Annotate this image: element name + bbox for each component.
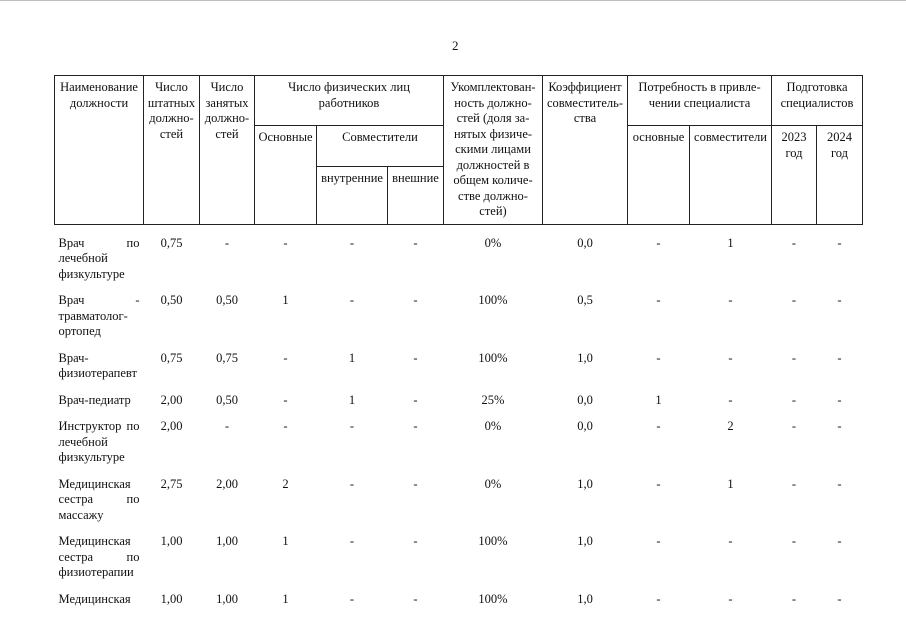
header-physical-persons: Число физических лиц работников <box>255 76 444 126</box>
staff-positions-cell: 2,75 <box>160 476 183 491</box>
header-need: Потребность в привле-чении специалиста <box>628 76 772 126</box>
occupied-positions-cell: 0,75 <box>216 350 238 365</box>
need-main-cell: 1 <box>655 392 662 407</box>
staffing-level-cell: 100% <box>478 293 508 307</box>
year-2023-cell: - <box>791 591 797 606</box>
staff-positions-cell: 1,00 <box>160 591 183 606</box>
external-part-time-cell: - <box>413 476 418 491</box>
staffing-level-cell: 0% <box>484 235 502 250</box>
external-part-time-cell: - <box>413 235 418 250</box>
main-workers-cell: - <box>283 419 288 433</box>
main-workers-cell: 1 <box>282 293 289 307</box>
top-border-line <box>0 0 906 1</box>
table-row <box>55 408 863 466</box>
staffing-level-cell: 100% <box>478 534 508 548</box>
position-name-cell: Врач-педиатр <box>58 392 131 407</box>
need-main-cell: - <box>656 534 661 548</box>
staffing-level-cell: 0% <box>484 476 502 491</box>
coefficient-cell: 1,0 <box>577 591 593 606</box>
table-row <box>55 224 863 282</box>
need-part-time-cell: - <box>728 534 733 548</box>
year-2023-cell: - <box>791 293 797 307</box>
need-main-cell: - <box>656 350 661 365</box>
need-main-cell: - <box>656 235 661 250</box>
occupied-positions-cell: 0,50 <box>216 293 238 307</box>
year-2024-cell: - <box>837 235 842 250</box>
occupied-positions-cell: - <box>224 419 230 433</box>
occupied-positions-cell: 1,00 <box>216 534 238 548</box>
table-row <box>55 282 863 340</box>
external-part-time-cell: - <box>413 419 418 433</box>
page-number: 2 <box>452 38 459 53</box>
header-external: внешние <box>388 166 444 224</box>
need-part-time-cell: - <box>728 591 733 606</box>
external-part-time-cell: - <box>413 534 418 548</box>
header-main: Основные <box>255 126 317 225</box>
table-row <box>55 581 863 611</box>
occupied-positions-cell: 2,00 <box>216 476 238 491</box>
external-part-time-cell: - <box>413 350 418 365</box>
staffing-level-cell: 100% <box>478 350 508 365</box>
internal-part-time-cell: - <box>349 419 355 433</box>
need-part-time-cell: - <box>728 350 733 365</box>
position-name-cell: Медицинская <box>58 591 131 606</box>
header-part-time-coefficient: Коэффициент совместитель-ства <box>543 76 628 225</box>
internal-part-time-cell: 1 <box>348 392 356 407</box>
staff-positions-cell: 0,50 <box>160 293 183 307</box>
header-need-part-time: совместители <box>690 126 772 225</box>
year-2023-cell: - <box>791 235 797 250</box>
staff-positions-cell: 1,00 <box>160 534 183 548</box>
coefficient-cell: 0,5 <box>577 293 593 307</box>
position-name-cell: Медицинская сестра по физиотерапии <box>58 534 140 579</box>
need-part-time-cell: - <box>728 392 733 407</box>
year-2023-cell: - <box>791 534 797 548</box>
header-internal: внутренние <box>317 166 388 224</box>
need-part-time-cell: 1 <box>727 235 734 250</box>
year-2023-cell: - <box>791 476 797 491</box>
internal-part-time-cell: - <box>349 476 355 491</box>
internal-part-time-cell: - <box>349 534 355 548</box>
year-2024-cell: - <box>837 392 842 407</box>
main-workers-cell: 2 <box>282 476 289 491</box>
position-name-cell: Инструктор по лечебной физкультуре <box>58 419 140 464</box>
table-body <box>55 224 863 611</box>
header-staffing-level: Укомплектован-ность должно-стей (доля за-нятых физиче-скими лицами должностей в общем количе-стве должно-стей) <box>444 76 543 225</box>
coefficient-cell: 1,0 <box>577 534 593 548</box>
staff-positions-cell: 0,75 <box>160 235 183 250</box>
header-part-timers: Совместители <box>317 126 444 167</box>
external-part-time-cell: - <box>413 293 418 307</box>
year-2024-cell: - <box>837 350 842 365</box>
position-name-cell: Врач-физиотерапевт <box>58 350 137 380</box>
need-main-cell: - <box>656 419 661 433</box>
position-name-cell: Врач - травматолог-ортопед <box>58 293 140 338</box>
occupied-positions-cell: - <box>224 235 230 250</box>
header-need-main: основные <box>628 126 690 225</box>
year-2023-cell: - <box>791 419 797 433</box>
need-main-cell: - <box>656 591 661 606</box>
table-row <box>55 466 863 524</box>
year-2024-cell: - <box>837 293 842 307</box>
need-part-time-cell: - <box>728 293 733 307</box>
staffing-level-cell: 25% <box>481 392 505 407</box>
external-part-time-cell: - <box>413 392 418 407</box>
year-2024-cell: - <box>837 419 842 433</box>
occupied-positions-cell: 0,50 <box>216 392 238 407</box>
staff-positions-cell: 0,75 <box>160 350 183 365</box>
table-row <box>55 523 863 581</box>
main-workers-cell: - <box>283 235 288 250</box>
main-workers-cell: - <box>283 350 288 365</box>
year-2024-cell: - <box>837 476 842 491</box>
header-occupied-positions: Число занятых должно-стей <box>200 76 255 225</box>
external-part-time-cell: - <box>413 591 418 606</box>
main-workers-cell: - <box>283 392 288 407</box>
need-part-time-cell: 1 <box>727 476 734 491</box>
coefficient-cell: 0,0 <box>577 392 593 407</box>
table-row <box>55 340 863 382</box>
coefficient-cell: 0,0 <box>577 235 593 250</box>
coefficient-cell: 1,0 <box>577 350 593 365</box>
internal-part-time-cell: 1 <box>348 350 356 365</box>
year-2024-cell: - <box>837 534 842 548</box>
main-workers-cell: 1 <box>282 534 289 548</box>
staffing-level-cell: 100% <box>478 591 508 606</box>
header-year-2024: 2024 год <box>817 126 863 225</box>
need-main-cell: - <box>656 293 661 307</box>
year-2024-cell: - <box>837 591 842 606</box>
occupied-positions-cell: 1,00 <box>216 591 238 606</box>
year-2023-cell: - <box>791 392 797 407</box>
coefficient-cell: 0,0 <box>577 419 593 433</box>
staffing-level-cell: 0% <box>484 419 502 433</box>
internal-part-time-cell: - <box>349 591 355 606</box>
internal-part-time-cell: - <box>349 293 355 307</box>
header-year-2023: 2023 год <box>772 126 817 225</box>
staff-positions-cell: 2,00 <box>160 392 183 407</box>
main-workers-cell: 1 <box>282 591 289 606</box>
internal-part-time-cell: - <box>349 235 355 250</box>
header-training: Подготовка специалистов <box>772 76 863 126</box>
need-main-cell: - <box>656 476 661 491</box>
header-position-name: Наименование должности <box>55 76 144 225</box>
coefficient-cell: 1,0 <box>577 476 593 491</box>
staffing-table <box>54 75 863 611</box>
position-name-cell: Врач по лечебной физкультуре <box>58 235 140 281</box>
position-name-cell: Медицинская сестра по массажу <box>58 476 140 522</box>
staff-positions-cell: 2,00 <box>160 419 183 433</box>
table-row <box>55 382 863 409</box>
header-staff-positions: Число штатных должно-стей <box>144 76 200 225</box>
need-part-time-cell: 2 <box>727 419 734 433</box>
year-2023-cell: - <box>791 350 797 365</box>
